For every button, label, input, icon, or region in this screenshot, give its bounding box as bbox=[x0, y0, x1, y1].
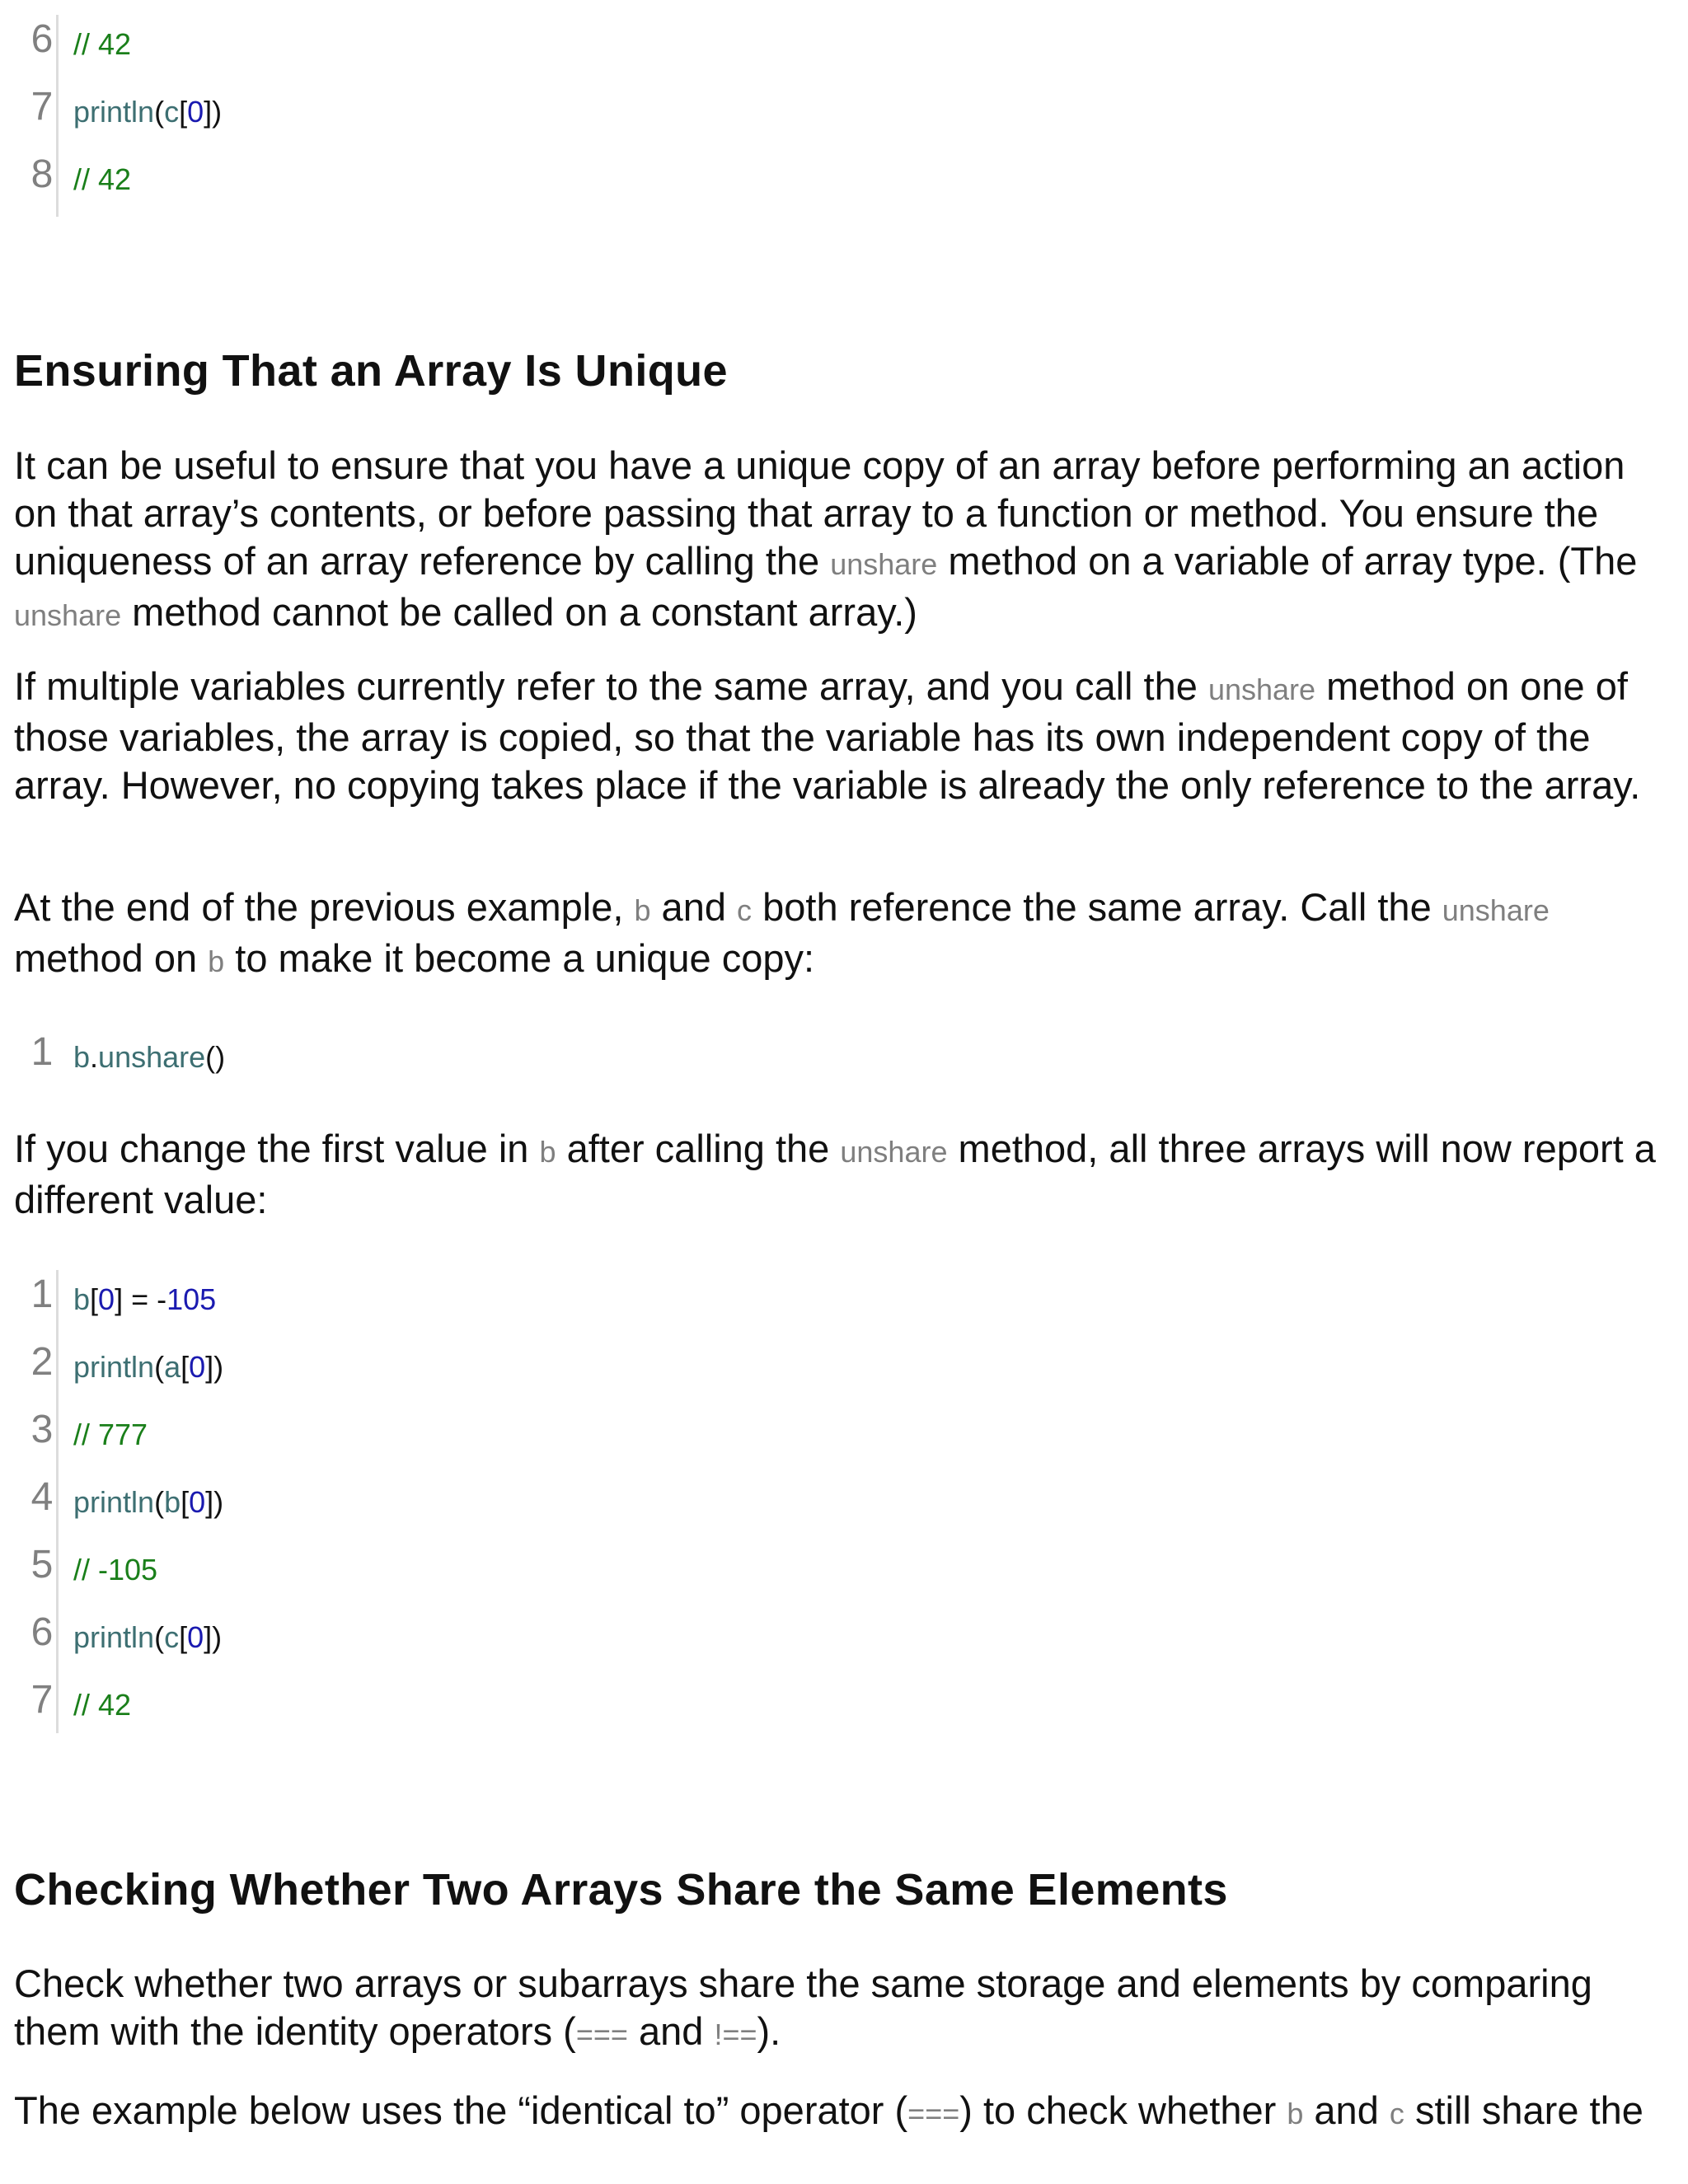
code-token: [ bbox=[181, 1350, 190, 1384]
code-text bbox=[73, 1619, 222, 1656]
code-line bbox=[0, 1540, 1688, 1608]
code-token: // 42 bbox=[73, 1688, 132, 1722]
code-text bbox=[73, 1484, 223, 1521]
code-token: b bbox=[164, 1485, 181, 1519]
code-token: [ bbox=[179, 95, 188, 129]
code-text bbox=[73, 94, 222, 130]
inline-code: === bbox=[907, 2097, 960, 2130]
code-line bbox=[0, 150, 1688, 218]
code-token: ]) bbox=[205, 1485, 224, 1519]
line-number: 6 bbox=[30, 17, 54, 61]
inline-code: !== bbox=[714, 2018, 757, 2051]
inline-code: unshare bbox=[840, 1135, 948, 1169]
code-token: ( bbox=[154, 1485, 165, 1519]
code-token: 0 bbox=[189, 1485, 206, 1519]
code-line bbox=[0, 1473, 1688, 1540]
code-token: . bbox=[90, 1040, 99, 1074]
code-token: [ bbox=[90, 1282, 99, 1316]
code-token: 0 bbox=[98, 1282, 115, 1316]
code-token: ( bbox=[154, 95, 165, 129]
code-line bbox=[0, 1338, 1688, 1405]
paragraph: The example below uses the “identical to” operator (===) to check whether b and c still share the bbox=[14, 2088, 1643, 2132]
code-text bbox=[73, 1417, 148, 1453]
code-line bbox=[0, 15, 1688, 82]
inline-code: unshare bbox=[830, 547, 938, 581]
code-block bbox=[0, 1270, 1688, 1733]
inline-code: b bbox=[208, 944, 225, 978]
code-line bbox=[0, 1028, 1688, 1095]
code-token: // 777 bbox=[73, 1418, 148, 1451]
code-token: b bbox=[73, 1040, 91, 1074]
inline-code: === bbox=[575, 2018, 628, 2051]
code-token: 0 bbox=[189, 1350, 206, 1384]
code-token: println bbox=[73, 1485, 155, 1519]
line-number: 8 bbox=[30, 152, 54, 196]
paragraph: At the end of the previous example, b and c both reference the same array. Call the unshare method on b to make it become a unique copy: bbox=[14, 885, 1550, 980]
code-token: ( bbox=[154, 1350, 165, 1384]
code-text bbox=[73, 1282, 216, 1318]
code-block bbox=[0, 15, 1688, 217]
code-text bbox=[73, 1687, 131, 1723]
code-token: [ bbox=[181, 1485, 190, 1519]
code-line bbox=[0, 1270, 1688, 1338]
inline-code: c bbox=[737, 893, 753, 927]
code-token: 0 bbox=[187, 1620, 204, 1654]
paragraph: It can be useful to ensure that you have a unique copy of an array before performing an action on that array’s contents, or before passing that array to a function or method. You ensure the uniqueness of an array reference by calling the unshare method on a variable of array type. (The unshare method cannot be called on a constant array.) bbox=[14, 443, 1638, 634]
code-token: // -105 bbox=[73, 1553, 158, 1586]
code-token: unshare bbox=[98, 1040, 206, 1074]
line-number: 1 bbox=[30, 1272, 54, 1316]
line-number: 7 bbox=[30, 1678, 54, 1722]
code-token: // 42 bbox=[73, 162, 132, 196]
code-token: c bbox=[164, 95, 180, 129]
code-token: ] = - bbox=[115, 1282, 167, 1316]
inline-code: unshare bbox=[1442, 893, 1550, 927]
code-token: () bbox=[205, 1040, 226, 1074]
code-text bbox=[73, 1552, 157, 1588]
line-number: 6 bbox=[30, 1610, 54, 1654]
code-token: println bbox=[73, 1620, 155, 1654]
inline-code: b bbox=[539, 1135, 556, 1169]
inline-code: b bbox=[1287, 2097, 1304, 2130]
code-text bbox=[73, 1349, 223, 1385]
code-token: ]) bbox=[204, 95, 223, 129]
code-line bbox=[0, 1675, 1688, 1743]
code-line bbox=[0, 1405, 1688, 1473]
inline-code: unshare bbox=[14, 598, 122, 632]
line-number: 7 bbox=[30, 85, 54, 129]
code-token: ( bbox=[154, 1620, 165, 1654]
line-number: 5 bbox=[30, 1543, 54, 1586]
inline-code: b bbox=[634, 893, 651, 927]
line-number: 2 bbox=[30, 1340, 54, 1384]
code-token: println bbox=[73, 1350, 155, 1384]
line-number: 1 bbox=[30, 1030, 54, 1074]
section-heading-share-elements: Checking Whether Two Arrays Share the Same Elements bbox=[14, 1865, 1228, 1915]
inline-code: unshare bbox=[1207, 673, 1316, 706]
code-line bbox=[0, 82, 1688, 150]
code-line bbox=[0, 1608, 1688, 1675]
code-text bbox=[73, 26, 131, 63]
code-token: 105 bbox=[166, 1282, 217, 1316]
code-token: c bbox=[164, 1620, 180, 1654]
code-token: ]) bbox=[204, 1620, 223, 1654]
line-number: 3 bbox=[30, 1408, 54, 1451]
inline-code: c bbox=[1389, 2097, 1404, 2130]
code-block bbox=[0, 1028, 1688, 1079]
code-token: [ bbox=[179, 1620, 188, 1654]
code-token: b bbox=[73, 1282, 91, 1316]
code-text bbox=[73, 1039, 225, 1076]
section-heading-unique-array: Ensuring That an Array Is Unique bbox=[14, 346, 728, 396]
code-token: 0 bbox=[187, 95, 204, 129]
code-token: ]) bbox=[205, 1350, 224, 1384]
paragraph: If multiple variables currently refer to the same array, and you call the unshare method on one of those variables, the array is copied, so that the variable has its own independent copy of the array. However, no copying takes place if the variable is already the only reference to the array. bbox=[14, 664, 1641, 807]
code-text bbox=[73, 162, 131, 198]
paragraph: If you change the first value in b after calling the unshare method, all three arrays will now report a different value: bbox=[14, 1127, 1656, 1221]
paragraph: Check whether two arrays or subarrays share the same storage and elements by comparing them with the identity operators (=== and !==). bbox=[14, 1961, 1592, 2053]
code-token: // 42 bbox=[73, 27, 132, 61]
line-number: 4 bbox=[30, 1475, 54, 1519]
code-token: println bbox=[73, 95, 155, 129]
code-token: a bbox=[164, 1350, 181, 1384]
